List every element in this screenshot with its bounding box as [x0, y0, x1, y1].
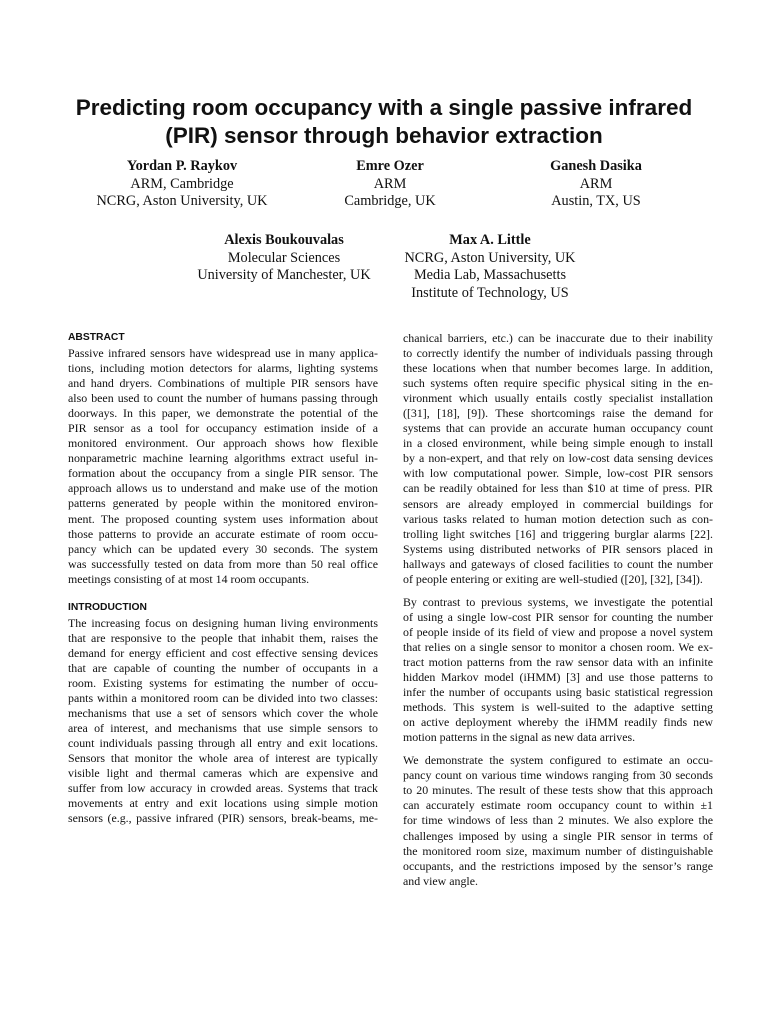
- text-line: doorways. In this paper, we demonstrate the potential of the: [68, 406, 378, 421]
- text-line: and hand dryers. Combinations of multiple PIR sensors have: [68, 376, 378, 391]
- abstract-heading: ABSTRACT: [68, 332, 125, 343]
- text-line: was successfully tested on data from more than 50 real office: [68, 556, 378, 571]
- abstract-body: [68, 346, 378, 587]
- paper-title: [40, 94, 728, 150]
- text-line: to 20 minutes. The result of these tests show that this approach: [403, 783, 713, 798]
- text-line: By contrast to previous systems, we investigate the potential: [403, 594, 713, 609]
- text-line: also been used to count the number of humans passing through: [68, 391, 378, 406]
- text-line: such systems often require specific physical siting in the en-: [403, 376, 713, 391]
- text-line: tract motion patterns from the raw sensor data with an infinite: [403, 654, 713, 669]
- author-affiliation: NCRG, Aston University, UK: [404, 249, 576, 266]
- left-column: [68, 331, 378, 826]
- text-line: meetings consisting of at most 14 room occupants.: [68, 571, 310, 586]
- text-line: and view angle.: [403, 873, 478, 888]
- author-boukouvalas: [184, 232, 384, 285]
- author-name: Ganesh Dasika: [550, 158, 642, 174]
- author-affiliation: University of Manchester, UK: [197, 267, 371, 283]
- author-affiliation: NCRG, Aston University, UK: [96, 193, 268, 209]
- text-line: pancy count on various time windows ranging from 30 seconds: [403, 768, 713, 783]
- text-line: systems that can provide an accurate human occupancy count: [403, 421, 713, 436]
- text-line: pancy which can be updated every 30 seconds. The system: [68, 541, 378, 556]
- text-line: PIR sensor as a tool for occupancy estimation inside of a: [68, 421, 378, 436]
- text-line: that are responsive to the people that inhabit them, raises the: [68, 630, 378, 645]
- text-line: area of interest, and mechanisms that use simple sensors to: [68, 721, 378, 736]
- text-line: of people entering or exiting are well-studied ([20], [32], [34]).: [403, 571, 703, 586]
- text-line: Passive infrared sensors have widespread use in many applica-: [68, 346, 378, 360]
- author-affiliation: Molecular Sciences: [227, 249, 341, 266]
- title-line: (PIR) sensor through behavior extraction: [165, 123, 603, 148]
- author-name: Yordan P. Raykov: [126, 158, 238, 174]
- text-line: count individuals passing through all entry and exit locations.: [68, 736, 378, 751]
- text-line: suffer from low accuracy in crowded areas. Systems that track: [68, 781, 378, 796]
- text-line: sensors are already employed in commercial buildings for: [403, 496, 713, 511]
- text-line: infer the number of occupants using basic statistical regression: [403, 685, 713, 700]
- author-affiliation: Media Lab, Massachusetts: [413, 267, 567, 283]
- author-affiliation: Cambridge, UK: [344, 193, 436, 209]
- text-line: trolling light switches [16] and triggering burglar alarms [22].: [403, 526, 713, 541]
- text-line: various tasks related to human motion detection such as con-: [403, 511, 713, 526]
- text-line: for time windows of less than 2 minutes. We also explore the: [403, 813, 713, 828]
- introduction-body: [68, 616, 378, 827]
- text-line: to correctly identify the number of individuals passing through: [403, 346, 713, 361]
- author-raykov: [62, 158, 302, 211]
- text-line: that are capable of counting the number of occupants in a: [68, 660, 378, 675]
- paragraph: [403, 595, 713, 745]
- text-line: movements at entry and exit locations using simple motion: [68, 796, 378, 811]
- text-line: chanical barriers, etc.) can be inaccurate due to their inability: [403, 331, 713, 345]
- text-line: ([31], [18], [9]). These shortcomings raise the demand for: [403, 406, 713, 421]
- author-affiliation: Institute of Technology, US: [411, 284, 569, 301]
- text-line: with low computational power. Simple, low-cost PIR sensors: [403, 466, 713, 481]
- text-line: We demonstrate the system configured to estimate an occu-: [403, 753, 713, 768]
- text-line: hallways and gateways of closed facilities to count the number: [403, 556, 713, 571]
- text-line: demand for energy efficient and cost effective sensing devices: [68, 645, 378, 660]
- author-affiliation: ARM, Cambridge: [130, 175, 234, 192]
- author-dasika: [506, 158, 686, 211]
- text-line: tions, including motion detectors for alarms, lighting systems: [68, 361, 378, 376]
- text-line: room. Existing systems for estimating the number of occu-: [68, 675, 378, 690]
- introduction-heading: INTRODUCTION: [68, 601, 147, 613]
- right-column: [403, 331, 713, 889]
- text-line: monitored environment. Our approach shows how flexible: [68, 436, 378, 451]
- text-line: can be readily obtained for less than $10 at time of press. PIR: [403, 481, 713, 496]
- text-line: Systems using distributed networks of PIR sensors placed in: [403, 541, 713, 556]
- author-affiliation: Austin, TX, US: [551, 193, 641, 209]
- text-line: formation about the occupancy from a single PIR sensor. The: [68, 466, 378, 481]
- text-line: those patterns to provide an accurate estimate of room occu-: [68, 526, 378, 541]
- text-line: of people inside of its field of view and propose a novel system: [403, 624, 713, 639]
- text-line: visible light and thermal cameras which are expensive and: [68, 766, 378, 781]
- text-line: nonparametric machine learning algorithms extract useful in-: [68, 451, 378, 466]
- text-line: on active deployment whereby the iHMM readily finds new: [403, 715, 713, 730]
- text-line: pants within a monitored room can be divided into two classes:: [68, 690, 378, 705]
- paragraph: [403, 331, 713, 587]
- text-line: these locations when that number becomes large. In addition,: [403, 361, 713, 376]
- author-affiliation: ARM: [579, 175, 613, 192]
- text-line: ment. The proposed counting system uses information about: [68, 511, 378, 526]
- text-line: mechanisms that use a set of sensors which cover the whole: [68, 706, 378, 721]
- text-line: can accurately estimate room occupancy count to within ±1: [403, 798, 713, 813]
- text-line: motion patterns in the signal as new data arrives.: [403, 730, 636, 745]
- author-name: Alexis Boukouvalas: [224, 232, 344, 248]
- text-line: of using a single low-cost PIR sensor for counting the number: [403, 609, 713, 624]
- author-ozer: [300, 158, 480, 211]
- text-line: that relies on a single sensor to monitor a chosen room. We ex-: [403, 639, 713, 654]
- author-little: [390, 232, 590, 302]
- author-name: Max A. Little: [449, 232, 531, 248]
- text-line: challenges imposed by using a single PIR sensor in terms of: [403, 828, 713, 843]
- author-affiliation: ARM: [373, 175, 407, 192]
- author-name: Emre Ozer: [356, 158, 424, 174]
- text-line: methods. This system is well-suited to the adaptive setting: [403, 700, 713, 715]
- text-line: Sensors that monitor the whole area of interest are typically: [68, 751, 378, 766]
- title-line: Predicting room occupancy with a single passive infrared: [75, 95, 693, 120]
- text-line: The increasing focus on designing human living environments: [68, 615, 378, 630]
- text-line: sensors (e.g., passive infrared (PIR) sensors, break-beams, me-: [68, 811, 378, 826]
- text-line: hidden Markov model (iHMM) [3] and use those patterns to: [403, 670, 713, 685]
- text-line: the monitored room size, maximum number of distinguishable: [403, 843, 713, 858]
- paragraph: [403, 753, 713, 888]
- text-line: in a closed environment, while being simple enough to install: [403, 436, 713, 451]
- text-line: by a non-expert, and that rely on low-cost data sensing devices: [403, 451, 713, 466]
- text-line: patterns generated by people within the monitored environ-: [68, 496, 378, 511]
- text-line: occupants, and the restrictions imposed by the sensor’s range: [403, 858, 713, 873]
- text-line: vironment which usually entails costly specialist installation: [403, 391, 713, 406]
- text-line: approach allows us to understand and make use of the motion: [68, 481, 378, 496]
